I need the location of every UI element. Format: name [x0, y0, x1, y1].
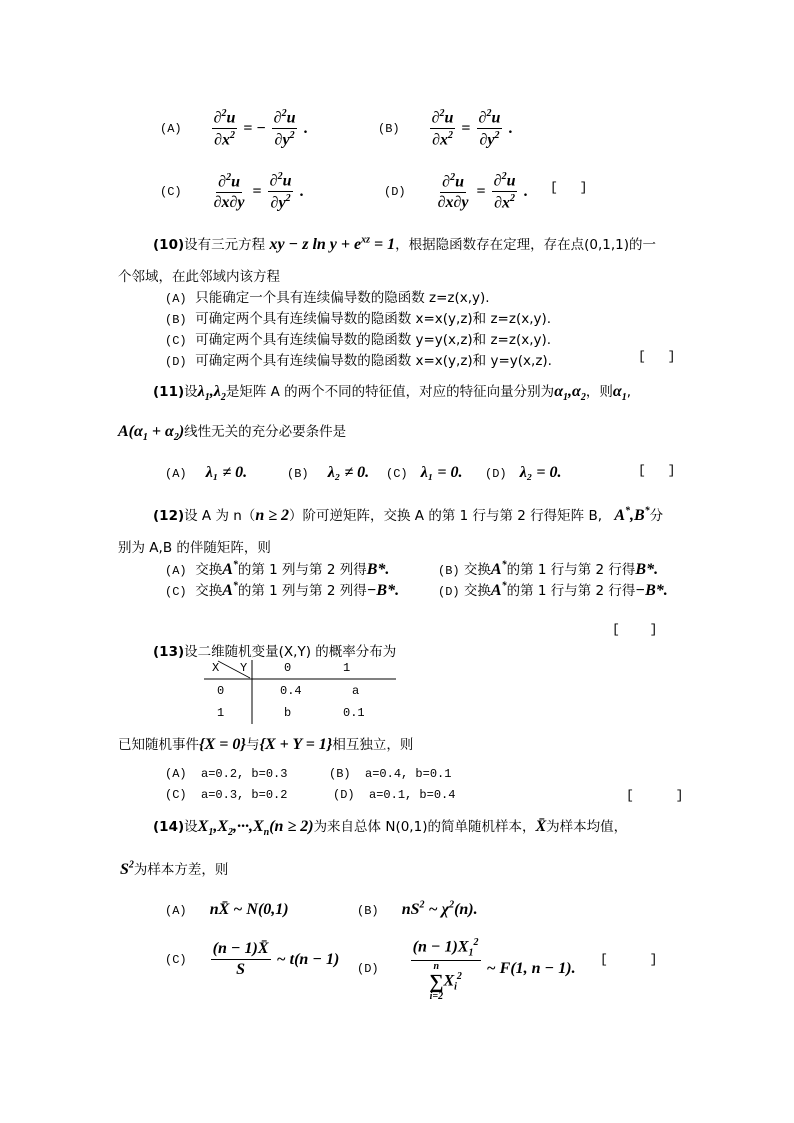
- option-label: (A): [165, 292, 187, 306]
- q9-option-a: (A) $\frac{\partial^2u}{\partial x^2}$ = − $\frac{\partial^2u}{\partial y^2}$ .: [160, 108, 308, 149]
- option-label: (D): [333, 788, 355, 802]
- option-label: (C): [160, 184, 182, 199]
- option-formula: $(n - 1)X_1^2$ n ∑ i=2 $X_i^2$: [412, 937, 479, 1002]
- option-text: a=0.3, b=0.2: [201, 788, 288, 802]
- option-label: (B): [287, 467, 309, 481]
- option-label: (D): [384, 184, 406, 199]
- option-formula: λ₂ ≠ 0.: [327, 464, 370, 481]
- q14-option-b: [357, 899, 478, 919]
- option-formula: ~ F(1, n − 1).: [486, 960, 576, 978]
- option-label: (C): [165, 334, 187, 348]
- option-text: 可确定两个具有连续偏导数的隐函数 x=x(y,z)和 z=z(x,y).: [195, 311, 552, 327]
- answer-bracket[interactable]: [ ]: [626, 788, 684, 803]
- q12-option-a: [165, 558, 389, 579]
- formula: $\frac{\partial^2u}{\partial x^2}$: [213, 108, 236, 149]
- q14-option-d: [357, 937, 576, 1002]
- stem-text: 是矩阵 A 的两个不同的特征值，对应的特征向量分别为: [225, 384, 555, 400]
- q14-option-a: [165, 899, 289, 919]
- q10-stem: [153, 233, 656, 254]
- option-formula: λ₁ = 0.: [420, 464, 463, 481]
- stem-text: 为来自总体 N(0,1)的简单随机样本，: [313, 819, 536, 835]
- option-formula: −B*.: [366, 582, 400, 599]
- table-corner-y: Y: [240, 661, 248, 675]
- answer-bracket[interactable]: [ ]: [600, 952, 658, 967]
- option-text: a=0.2, b=0.3: [201, 767, 288, 781]
- option-label: (B): [329, 767, 351, 781]
- option-formula: nX̄ ~ N(0,1): [209, 901, 289, 918]
- stem-text: ，根据隐函数存在定理，存在点(0,1,1)的一: [395, 237, 657, 253]
- q11-option-a: [165, 462, 247, 482]
- table-corner-x: X: [212, 661, 220, 675]
- option-text: 的第 1 列与第 2 列得: [237, 562, 367, 578]
- q11-option-c: [386, 462, 463, 482]
- answer-bracket[interactable]: [ ]: [638, 349, 676, 364]
- q13-stem: [153, 640, 396, 660]
- option-text: 可确定两个具有连续偏导数的隐函数 x=x(y,z)和 y=y(x,z).: [195, 353, 552, 369]
- option-text: 交换: [463, 583, 491, 599]
- option-text: a=0.4, b=0.1: [365, 767, 452, 781]
- table-cell: 0.1: [343, 706, 365, 720]
- table-row-header: 1: [217, 706, 225, 720]
- formula: $\frac{\partial^2u}{\partial x^2}$: [493, 171, 516, 212]
- option-label: (D): [485, 467, 507, 481]
- q9-option-c: (C) $\frac{\partial^2u}{\partial x\partial y}$ = $\frac{\partial^2u}{\partial y^2}$ .: [160, 171, 304, 212]
- q13-option-d: [333, 788, 455, 802]
- formula: $X_1,X_2,\cdot\cdot\cdot,X_n(n \ge 2)$: [197, 818, 314, 839]
- option-text: 的第 1 行与第 2 行得: [506, 583, 636, 599]
- q12-option-c: [165, 579, 399, 600]
- q12-option-d: [438, 579, 668, 600]
- stem-text: 相互独立，则: [332, 737, 414, 753]
- table-cell: b: [284, 706, 292, 720]
- formula: {X + Y = 1}: [259, 736, 333, 753]
- formula: A*: [490, 580, 507, 599]
- option-text: 可确定两个具有连续偏导数的隐函数 y=y(x,z)和 z=z(x,y).: [195, 332, 552, 348]
- option-text: 的第 1 行与第 2 行得: [506, 562, 636, 578]
- option-label: (A): [165, 767, 187, 781]
- stem-text: 分: [649, 508, 664, 524]
- question-number: (10): [153, 237, 185, 253]
- q14-option-c: [165, 940, 339, 979]
- option-formula: $\frac{(n - 1)X̄}{S}$: [212, 940, 269, 978]
- q12-stem-line2: 别为 A,B 的伴随矩阵，则: [118, 540, 271, 556]
- q13-option-a: [165, 767, 287, 781]
- formula: $\frac{\partial^2u}{\partial x^2}$: [431, 108, 454, 149]
- option-label: (D): [438, 585, 460, 599]
- option-formula: $nS^2$ ~ $\chi^2(n)$.: [401, 899, 478, 918]
- question-number: (12): [153, 508, 185, 524]
- q13-condition: [118, 733, 413, 754]
- option-text: 交换: [195, 583, 223, 599]
- option-formula: B*.: [635, 561, 659, 578]
- formula: $\frac{\partial^2u}{\partial y^2}$: [269, 171, 292, 212]
- q10-option-d: [165, 349, 552, 369]
- option-label: (D): [165, 355, 187, 369]
- stem-text: 为样本均值，: [546, 819, 628, 835]
- option-formula: −B*.: [635, 582, 668, 599]
- option-label: (B): [165, 313, 187, 327]
- option-formula: B*.: [366, 561, 390, 578]
- stem-text: ）阶可逆矩阵，交换 A 的第 1 行与第 2 行得矩阵 B,: [289, 508, 603, 524]
- formula: $A(\alpha_1 + \alpha_2)$: [118, 423, 185, 444]
- answer-bracket[interactable]: [ ]: [612, 622, 658, 637]
- answer-bracket[interactable]: [ ]: [638, 463, 676, 478]
- option-formula: λ₂ = 0.: [519, 464, 562, 481]
- stem-text: 设二维随机变量(X,Y) 的概率分布为: [184, 644, 397, 660]
- q13-option-b: [329, 767, 451, 781]
- formula: $\lambda_1,\lambda_2$: [197, 383, 226, 404]
- table-col-header: 0: [284, 661, 292, 675]
- formula: X̄: [535, 818, 547, 835]
- stem-text: ，则: [585, 384, 613, 400]
- option-label: (A): [160, 121, 182, 136]
- stem-text: 设 A 为 n（: [184, 508, 256, 524]
- formula: A*,B*: [614, 505, 650, 524]
- stem-text: 设: [184, 819, 198, 835]
- option-formula: λ₁ ≠ 0.: [205, 464, 248, 481]
- stem-text: 设有三元方程: [184, 237, 266, 253]
- question-number: (11): [153, 384, 185, 400]
- option-label: (C): [386, 467, 408, 481]
- q10-option-b: [165, 307, 551, 327]
- q10-option-a: [165, 286, 490, 306]
- question-number: (13): [153, 644, 185, 660]
- stem-text: 设: [184, 384, 198, 400]
- option-label: (B): [378, 121, 400, 136]
- question-number: (14): [153, 819, 185, 835]
- formula: A*: [490, 559, 507, 578]
- q12-option-b: [438, 558, 658, 579]
- formula: $\alpha_1$: [612, 383, 627, 404]
- table-col-header: 1: [343, 661, 351, 675]
- q13-option-c: [165, 788, 287, 802]
- q9-option-b: (B) $\frac{\partial^2u}{\partial x^2}$ = $\frac{\partial^2u}{\partial y^2}$ .: [378, 108, 513, 149]
- option-label: (A): [165, 564, 187, 578]
- option-text: 交换: [463, 562, 491, 578]
- option-label: (C): [165, 788, 187, 802]
- option-text: 交换: [195, 562, 223, 578]
- formula: A*: [222, 559, 238, 578]
- stem-text: 为样本方差，则: [133, 862, 229, 878]
- q11-stem: (11)设$\lambda_1,\lambda_2$是矩阵 A 的两个不同的特征值，对应的特征向量分别为$\alpha_1,\alpha_2$，则$\alpha_1$,: [153, 383, 632, 404]
- equation: xy − z $\ln y + e^{xz} = 1$: [269, 234, 396, 253]
- stem-text: 与: [245, 737, 260, 753]
- q14-stem: [153, 815, 627, 838]
- table-row-header: 0: [217, 684, 225, 698]
- formula: $\frac{\partial^2u}{\partial x\partial y}$: [437, 171, 469, 211]
- option-label: (A): [165, 467, 187, 481]
- q11-option-d: [485, 462, 562, 482]
- option-formula: ~ t(n − 1): [276, 950, 340, 968]
- stem-text: 已知随机事件: [118, 737, 199, 753]
- formula: n ≥ 2: [255, 507, 289, 524]
- q10-stem-line2: 个邻域，在此邻域内该方程: [118, 269, 280, 285]
- answer-bracket[interactable]: [ ]: [550, 180, 588, 195]
- formula: $\alpha_1,\alpha_2$: [554, 383, 586, 404]
- table-cell: 0.4: [280, 684, 302, 698]
- option-label: (C): [165, 952, 187, 967]
- option-label: (B): [438, 564, 460, 578]
- q12-stem: [153, 504, 663, 525]
- q11-option-b: [287, 462, 369, 482]
- option-label: (C): [165, 585, 187, 599]
- option-text: 的第 1 列与第 2 列得: [237, 583, 367, 599]
- formula: $\frac{\partial^2u}{\partial x\partial y}$: [213, 171, 245, 211]
- table-cell: a: [352, 684, 360, 698]
- option-text: 只能确定一个具有连续偏导数的隐函数 z=z(x,y).: [195, 290, 490, 306]
- formula: $\frac{\partial^2u}{\partial y^2}$: [478, 108, 501, 149]
- formula: $\frac{\partial^2u}{\partial y^2}$: [273, 108, 296, 149]
- option-label: (B): [357, 904, 379, 918]
- formula: A*: [222, 580, 238, 599]
- q11-stem-line2: [118, 420, 346, 443]
- formula: $S^2$: [120, 859, 134, 878]
- formula: {X = 0}: [199, 736, 246, 753]
- q9-option-d: (D) $\frac{\partial^2u}{\partial x\partial y}$ = $\frac{\partial^2u}{\partial x^2}$ .: [384, 171, 528, 212]
- table-lines: [204, 660, 404, 724]
- q14-stem-line2: [120, 858, 228, 879]
- stem-text: 线性无关的充分必要条件是: [184, 424, 347, 440]
- option-text: a=0.1, b=0.4: [369, 788, 456, 802]
- q10-option-c: [165, 328, 551, 348]
- option-label: (D): [357, 962, 379, 977]
- option-label: (A): [165, 904, 187, 918]
